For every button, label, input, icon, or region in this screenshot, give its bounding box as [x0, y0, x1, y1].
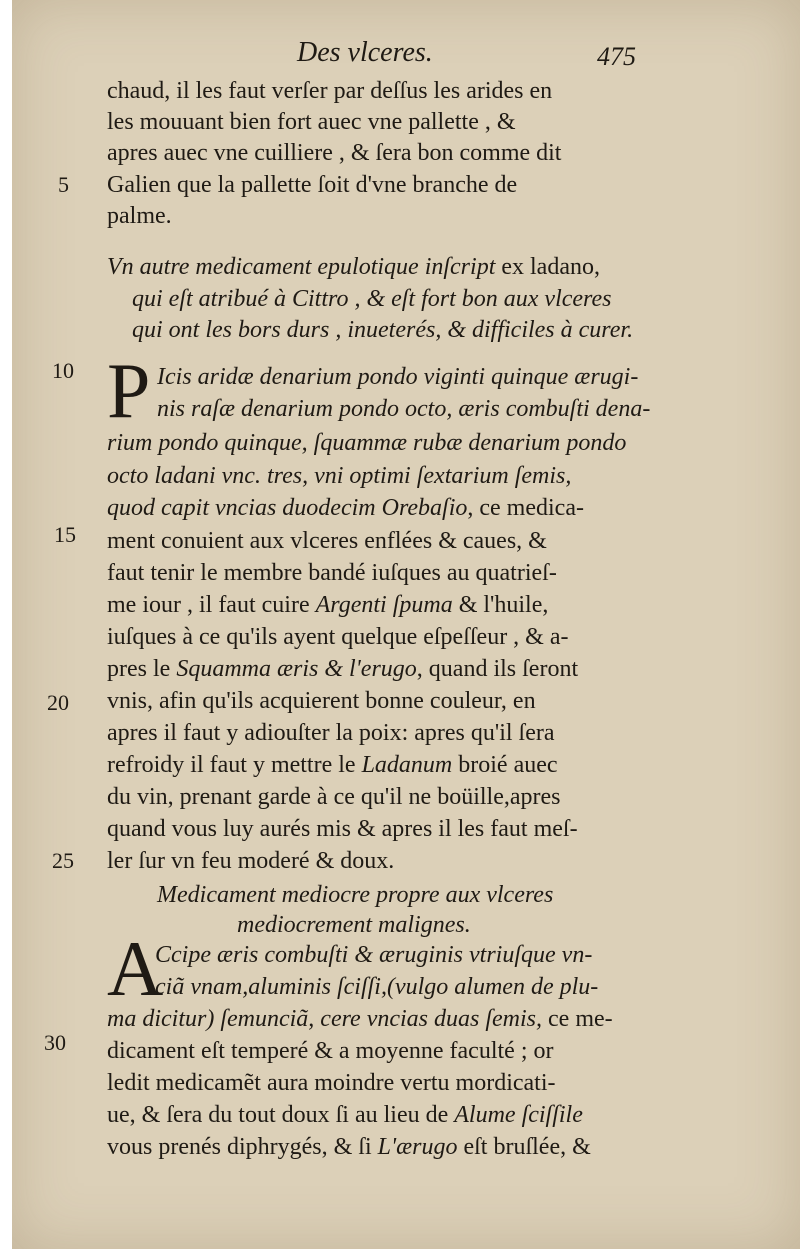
text-line: Ccipe æris combuſti & æruginis vtriuſque vn- [155, 942, 593, 968]
text-roman: me iour , il faut cuire [107, 592, 316, 618]
text-line: octo ladani vnc. tres, vni optimi ſextarium ſemis, [107, 463, 572, 489]
text-line: ment conuient aux vlceres enflées & caues, & [107, 528, 547, 554]
text-line: du vin, prenant garde à ce qu'il ne boüille,apres [107, 784, 561, 810]
page-edge [0, 0, 12, 1249]
text-line: quand vous luy aurés mis & apres il les faut meſ- [107, 816, 578, 842]
text-line: Icis aridæ denarium pondo viginti quinque ærugi- [157, 364, 639, 390]
text-line: iuſques à ce qu'ils ayent quelque eſpeſſeur , & a- [107, 624, 569, 650]
text-roman: eſt bruſlée, & [457, 1134, 591, 1160]
text-line [107, 590, 548, 620]
drop-cap: P [107, 347, 151, 434]
margin-number-25: 25 [52, 848, 74, 873]
heading-italic: Vn autre medicament epulotique inſcript [107, 254, 496, 280]
page-number: 475 [597, 42, 636, 71]
margin-number-30: 30 [44, 1030, 66, 1055]
text-italic: ma dicitur) ſemunciã, cere vncias duas ſemis, [107, 1006, 543, 1032]
margin-number-20: 20 [47, 690, 69, 715]
margin-number-5: 5 [58, 172, 69, 197]
margin-number-15: 15 [54, 522, 76, 547]
text-line [107, 1004, 613, 1034]
text-italic: Argenti ſpuma [315, 592, 453, 618]
text-roman: , quand ils ſeront [416, 656, 579, 682]
text-line: dicament eſt temperé & a moyenne faculté ; or [107, 1038, 554, 1064]
text-line: ciã vnam,aluminis ſciſſi,(vulgo alumen de plu- [155, 974, 599, 1000]
text-roman: refroidy il faut y mettre le [107, 752, 362, 778]
text-line: vnis, afin qu'ils acquierent bonne couleur, en [107, 688, 536, 714]
text-line: rium pondo quinque, ſquammæ rubæ denarium pondo [107, 430, 627, 456]
margin-number-10: 10 [52, 358, 74, 383]
text-line: palme. [107, 203, 172, 229]
text-line: ler ſur vn feu moderé & doux. [107, 848, 395, 874]
text-roman: , ce medica- [467, 495, 584, 521]
section-heading-line: mediocrement malignes. [237, 912, 471, 938]
text-italic: quod capit vncias duodecim Orebaſio [107, 495, 468, 521]
drop-cap: A [107, 925, 164, 1012]
text-line: chaud, il les faut verſer par deſſus les arides en [107, 78, 553, 104]
book-page [12, 0, 800, 1249]
text-italic: Squamma æris & l'erugo [176, 656, 417, 682]
text-line [107, 1132, 591, 1162]
running-head-title: Des vlceres. [297, 37, 433, 68]
text-roman: ce me- [542, 1006, 613, 1032]
section-heading-line: Medicament mediocre propre aux vlceres [157, 882, 554, 908]
text-line [107, 750, 558, 780]
text-line [107, 493, 584, 523]
text-roman: ue, & ſera du tout doux ſi au lieu de [107, 1102, 455, 1128]
text-roman: broié auec [452, 752, 558, 778]
text-line [107, 654, 578, 684]
text-line: Galien que la pallette ſoit d'vne branche de [107, 172, 518, 198]
section-heading-line: qui ont les bors durs , inueterés, & difficiles à curer. [132, 317, 634, 343]
text-line: faut tenir le membre bandé iuſques au quatrieſ- [107, 560, 557, 586]
text-line: apres il faut y adiouſter la poix: apres qu'il ſera [107, 720, 555, 746]
text-line: apres auec vne cuilliere , & ſera bon comme dit [107, 140, 562, 166]
section-heading-line: qui eſt atribué à Cittro , & eſt fort bon aux vlceres [132, 286, 612, 312]
text-roman: & l'huile, [452, 592, 549, 618]
text-roman: pres le [107, 656, 177, 682]
text-italic: Ladanum [361, 752, 453, 778]
text-roman: vous prenés diphrygés, & ſi [107, 1134, 378, 1160]
section-heading-line [107, 252, 600, 282]
text-italic: L'ærugo [377, 1134, 458, 1160]
heading-roman: ex ladano, [495, 254, 600, 280]
text-line: ledit medicamẽt aura moindre vertu mordicati- [107, 1070, 556, 1096]
text-line: les mouuant bien fort auec vne pallette , & [107, 109, 516, 135]
text-line [107, 1100, 583, 1130]
text-italic: Alume ſciſſile [454, 1102, 583, 1128]
text-line: nis raſæ denarium pondo octo, æris combuſti dena- [157, 396, 651, 422]
